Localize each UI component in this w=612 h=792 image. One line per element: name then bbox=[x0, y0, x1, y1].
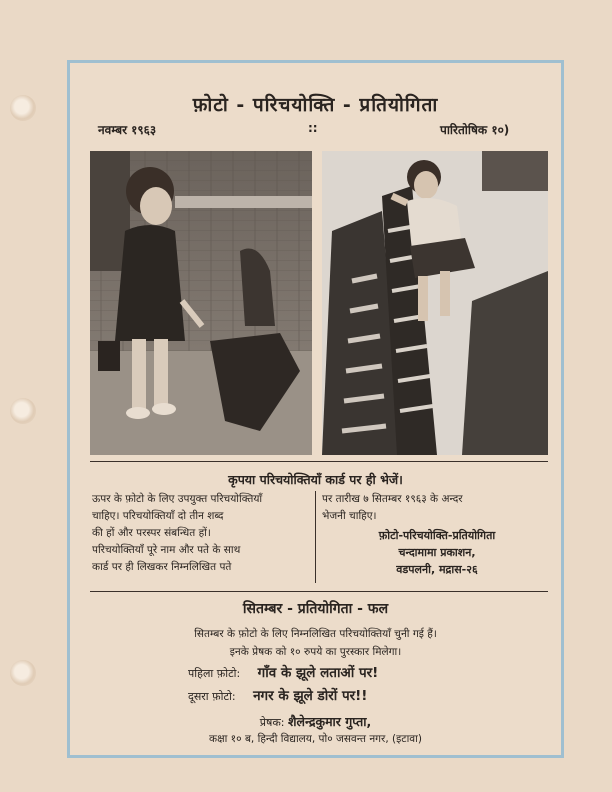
instruction-line: भेजनी चाहिए। bbox=[322, 510, 377, 522]
column-divider bbox=[315, 491, 316, 583]
instruction-line: ऊपर के फ़ोटो के लिए उपयुक्त परिचयोक्तियाँ bbox=[92, 493, 263, 505]
binder-hole bbox=[10, 95, 36, 121]
winning-caption-1 bbox=[188, 663, 378, 681]
photo-2-label: दूसरा फ़ोटो: bbox=[188, 690, 236, 703]
contest-address bbox=[322, 527, 552, 578]
prize-amount: पारितोषिक १०) bbox=[440, 123, 510, 137]
winning-caption-2 bbox=[188, 686, 367, 704]
instruction-line: की हों और परस्पर संबन्धित हों। bbox=[92, 527, 211, 539]
photo-2-caption: नगर के झूले डोरों पर!! bbox=[253, 688, 368, 704]
binder-hole bbox=[10, 398, 36, 424]
sender-label: प्रेषक: bbox=[259, 716, 285, 729]
instruction-line: परिचयोक्तियाँ पूरे नाम और पते के साथ bbox=[92, 544, 241, 556]
result-line-2: इनके प्रेषक को १० रुपये का पुरस्कार मिलेगा। bbox=[229, 646, 402, 658]
contest-photo-1 bbox=[90, 151, 312, 455]
issue-month: नवम्बर १९६३ bbox=[98, 123, 157, 137]
result-title: सितम्बर - प्रतियोगिता - फल bbox=[242, 601, 389, 617]
address-line: फ़ोटो-परिचयोक्ति-प्रतियोगिता bbox=[378, 529, 496, 542]
binder-hole bbox=[10, 660, 36, 686]
instruction-line: पर तारीख ७ सितम्बर १९६३ के अन्दर bbox=[322, 493, 463, 505]
contest-title: फ़ोटो - परिचयोक्ति - प्रतियोगिता bbox=[192, 94, 439, 116]
photo-1-caption: गाँव के झूले लताओं पर! bbox=[257, 665, 379, 681]
instructions-right bbox=[322, 491, 552, 525]
address-line: वडपलनी, मद्रास-२६ bbox=[396, 563, 478, 576]
divider bbox=[90, 461, 548, 462]
header-separator: :: bbox=[308, 121, 318, 135]
photo-1-label: पहिला फ़ोटो: bbox=[188, 667, 241, 680]
submission-notice: कृपया परिचयोक्तियाँ कार्ड पर ही भेजें। bbox=[228, 472, 403, 487]
instructions-left bbox=[92, 491, 312, 576]
contest-photo-2 bbox=[322, 151, 548, 455]
result-line-1: सितम्बर के फ़ोटो के लिए निम्नलिखित परिचयोक्तियाँ चुनी गई हैं। bbox=[194, 628, 437, 640]
sender bbox=[70, 713, 561, 730]
instruction-line: कार्ड पर ही लिखकर निम्नलिखित पते bbox=[92, 561, 232, 573]
sender-address: कक्षा १० ब, हिन्दी विद्यालय, पो० जसवन्त नगर, (इटावा) bbox=[209, 733, 422, 745]
contest-frame bbox=[67, 60, 564, 758]
sender-name: शैलेन्द्रकुमार गुप्ता, bbox=[288, 714, 372, 729]
divider bbox=[90, 591, 548, 592]
address-line: चन्दामामा प्रकाशन, bbox=[398, 546, 476, 559]
instruction-line: चाहिए। परिचयोक्तियाँ दो तीन शब्द bbox=[92, 510, 224, 522]
